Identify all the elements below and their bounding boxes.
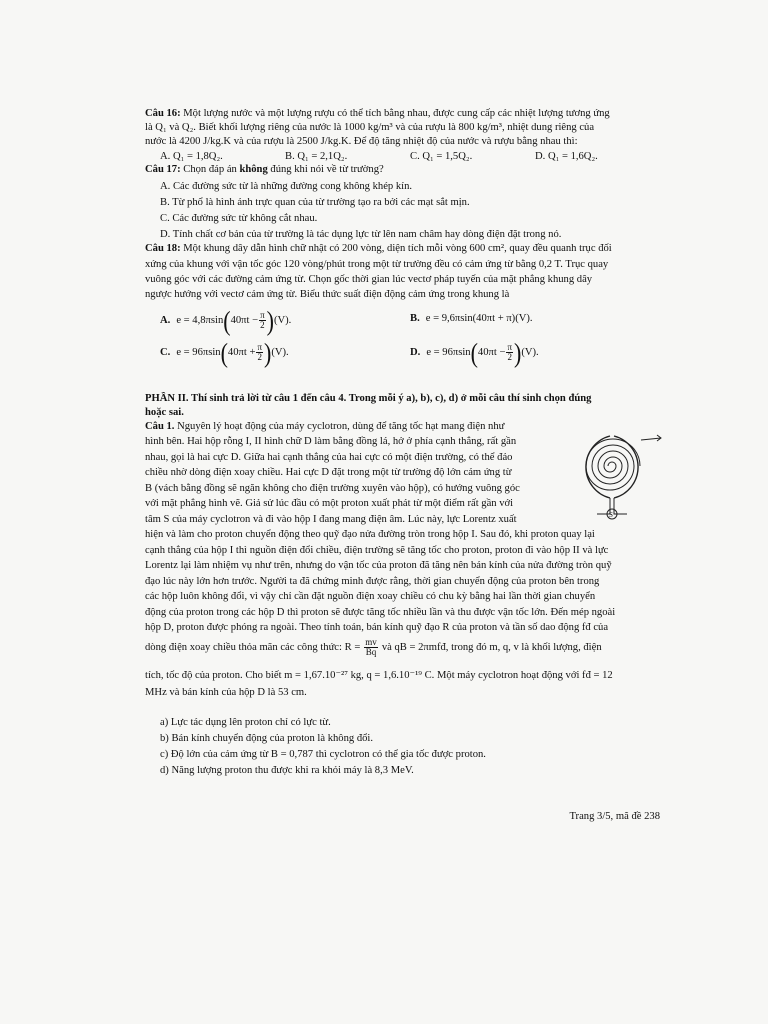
q18-option-d: D. e = 96πsin ( 40πt − $\frac{\pi}{2}$ ) (V). <box>410 336 539 368</box>
c1-formula-line: dòng điện xoay chiều thỏa mãn các công thức: R = $\frac{mv}{Bq}$ và qB = 2πmfđ, trong đó m, q, v là khối lượng, điện <box>145 637 602 657</box>
c1-line-6: tâm S của máy cyclotron và đi vào hộp I đang mang điện âm. Lúc này, lực Lorentz xuất <box>145 514 517 525</box>
c1-line-0: Câu 1. Nguyên lý hoạt động của máy cyclotron, dùng để tăng tốc hạt mang điện như <box>145 421 505 432</box>
c1-full-5: động của proton trong các hộp D thì proton sẽ được tăng tốc nhiều lần và thu được vận tốc lớn. Đến mép ngoài <box>145 607 616 618</box>
q16-option-d: D. Q₁ = 1,6Q₂. <box>535 151 598 162</box>
q18-line4: ngược hướng với vectơ cảm ứng từ. Biểu thức suất điện động cảm ứng trong khung là <box>145 289 510 300</box>
c1-full-6: hộp D, proton được phóng ra ngoài. Theo tính toán, bán kính quỹ đạo R của proton và tần số dao động fđ của <box>145 622 609 633</box>
cyclotron-figure <box>575 418 665 528</box>
c1-item-b: b) Bán kính chuyển động của proton là không đổi. <box>160 733 374 744</box>
c1-line-3: chiều nhờ dòng điện xoay chiều. Hai cực D đặt trong một từ trường độ lớn cảm ứng từ <box>145 467 512 478</box>
q18-option-c: C. e = 96πsin ( 40πt + $\frac{\pi}{2}$ ) (V). <box>160 336 289 368</box>
c1-line-4: B (vách bằng đồng sẽ ngăn không cho điện trường xuyên vào hộp), có hướng vuông góc <box>145 483 520 494</box>
c1-full-1: cạnh thẳng của hộp I thì nguồn điện đổi chiều, điện trường sẽ tăng tốc cho proton, proton đi vào hộp II và lực <box>145 545 609 556</box>
q18-line2: xứng của khung với vận tốc góc 120 vòng/phút trong một từ trường đều có cảm ứng từ bằng 0,2 T. Trục quay <box>145 259 609 270</box>
q18-line3: vuông góc với các đường cảm ứng từ. Chọn gốc thời gian lúc vectơ pháp tuyến của mặt phẳng khung dây <box>145 274 593 285</box>
q18-option-b: B. e = 9,6πsin(40πt + π)(V). <box>410 313 533 324</box>
c1-full-0: hiện và làm cho proton chuyển động theo quỹ đạo nửa đường tròn trong hộp I. Sau đó, khi proton quay lại <box>145 529 595 540</box>
q16-option-c: C. Q₁ = 1,5Q₂. <box>410 151 473 162</box>
q17-option-d: D. Tính chất cơ bản của từ trường là tác dụng lực từ lên nam châm hay dòng điện đặt trong nó. <box>160 229 562 240</box>
ac-source-label: S <box>609 511 613 519</box>
c1-full-4: các hộp luôn không đổi, vì vậy chỉ cần đặt nguồn điện xoay chiều có chu kỳ bằng hai lần thời gian chuyển <box>145 591 596 602</box>
q16-option-b: B. Q₁ = 2,1Q₂. <box>285 151 348 162</box>
c1-after-2: MHz và bán kính của hộp D là 53 cm. <box>145 687 307 698</box>
page-footer: Trang 3/5, mã đề 238 <box>569 811 660 822</box>
c1-item-a: a) Lực tác dụng lên proton chỉ có lực từ. <box>160 717 331 728</box>
c1-line-5: với mặt phẳng hình vẽ. Giả sử lúc đầu có một proton xuất phát từ một điểm rất gần với <box>145 498 514 509</box>
q16-line1: Câu 16: Một lượng nước và một lượng rượu có thể tích bằng nhau, được cung cấp các nhiệt lượng tương ứng <box>145 108 610 119</box>
part2-heading-1: PHẦN II. Thí sinh trả lời từ câu 1 đến câu 4. Trong mỗi ý a), b), c), d) ở mỗi câu thí sinh chọn đúng <box>145 393 592 404</box>
c1-item-d: d) Năng lượng proton thu được khi ra khỏi máy là 8,3 MeV. <box>160 765 414 776</box>
part2-heading-2: hoặc sai. <box>145 407 184 418</box>
c1-full-3: đạo lúc này lớn hơn trước. Người ta đã chứng minh được rằng, thời gian chuyển động của proton bên trong <box>145 576 600 587</box>
c1-item-c: c) Độ lớn của cảm ứng từ B = 0,787 thì cyclotron có thể gia tốc được proton. <box>160 749 486 760</box>
q17-option-c: C. Các đường sức từ không cắt nhau. <box>160 213 318 224</box>
q18-line1: Câu 18: Một khung dây dẫn hình chữ nhật có 200 vòng, diện tích mỗi vòng 600 cm², quay đều quanh trục đối <box>145 243 612 254</box>
q16-line3: nước là 4200 J/kg.K và của rượu là 2500 J/kg.K. Để độ tăng nhiệt độ của nước và rượu bằng nhau thì: <box>145 136 578 147</box>
q16-line2: là Q₁ và Q₂. Biết khối lượng riêng của nước là 1000 kg/m³ và của rượu là 800 kg/m³, nhiệt dung riêng của <box>145 122 595 133</box>
q16-option-a: A. Q₁ = 1,8Q₂. <box>160 151 223 162</box>
c1-full-2: Lorentz lại làm nhiệm vụ như trên, nhưng do vận tốc của proton đã tăng nên bán kính của nửa đường tròn quỹ <box>145 560 612 571</box>
q17-stem: Câu 17: Chọn đáp án không đúng khi nói về từ trường? <box>145 164 384 175</box>
q18-option-a: A. e = 4,8πsin ( 40πt − $\frac{\pi}{2}$ ) (V). <box>160 304 292 336</box>
q17-option-a: A. Các đường sức từ là những đường cong không khép kín. <box>160 181 413 192</box>
q17-option-b: B. Từ phổ là hình ảnh trực quan của từ trường tạo ra bởi các mạt sắt mịn. <box>160 197 470 208</box>
c1-line-2: nhau, gọi là hai cực D. Giữa hai cạnh thẳng của hai cực có một điện trường, có thể đảo <box>145 452 513 463</box>
c1-after-1: tích, tốc độ của proton. Cho biết m = 1,67.10⁻²⁷ kg, q = 1,6.10⁻¹⁹ C. Một máy cyclotron hoạt động với fđ = 12 <box>145 670 613 681</box>
c1-line-1: hình bên. Hai hộp rỗng I, II hình chữ D làm bằng đồng lá, hở ở phía cạnh thẳng, rất gần <box>145 436 517 447</box>
